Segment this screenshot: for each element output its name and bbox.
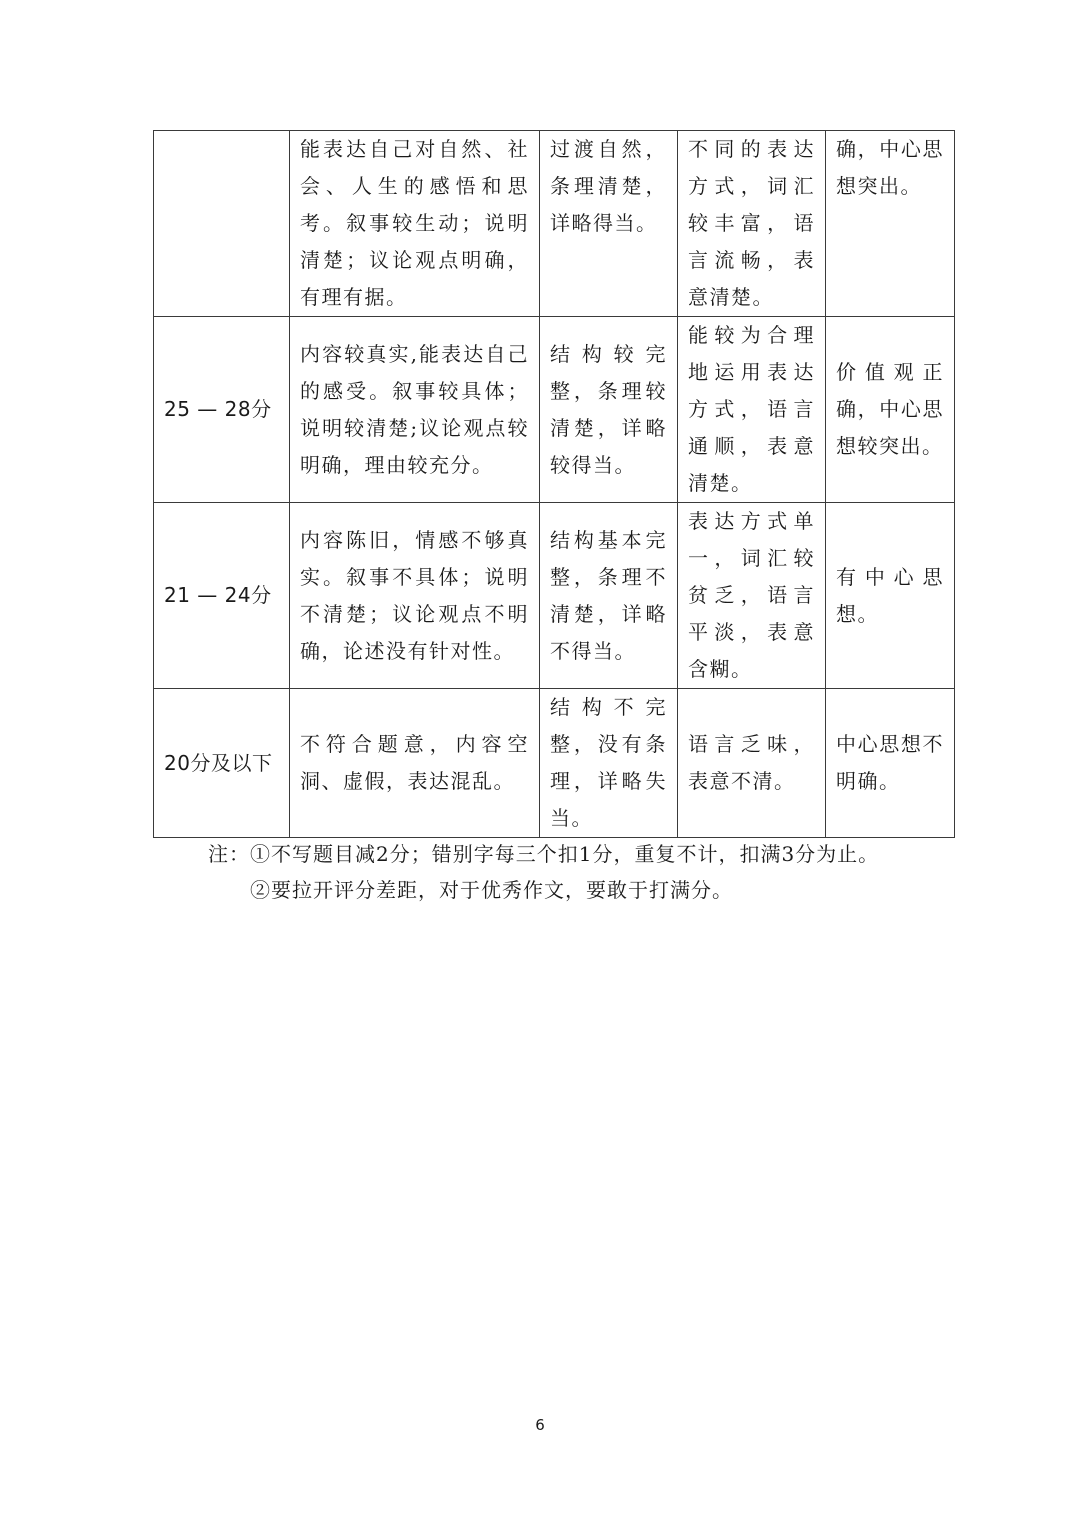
score-range-cell: 25 — 28分 <box>154 317 290 503</box>
theme-criteria-cell: 价值观正确，中心思想较突出。 <box>826 317 955 503</box>
language-criteria-cell: 能较为合理地运用表达方式，语言通顺，表意清楚。 <box>678 317 826 503</box>
structure-criteria-cell: 结构不完整，没有条理，详略失当。 <box>540 689 678 838</box>
content-criteria-cell: 内容较真实,能表达自己的感受。叙事较具体；说明较清楚;议论观点较明确，理由较充分。 <box>290 317 540 503</box>
language-criteria-cell: 不同的表达方式，词汇较丰富，语言流畅，表意清楚。 <box>678 131 826 317</box>
theme-criteria-cell: 有中心思想。 <box>826 503 955 689</box>
content-criteria-cell: 不符合题意，内容空洞、虚假，表达混乱。 <box>290 689 540 838</box>
theme-criteria-cell: 确，中心思想突出。 <box>826 131 955 317</box>
structure-criteria-cell: 结构基本完整，条理不清楚，详略不得当。 <box>540 503 678 689</box>
table-row <box>154 503 955 689</box>
score-range-cell: 21 — 24分 <box>154 503 290 689</box>
table-row <box>154 317 955 503</box>
content-criteria-cell: 内容陈旧，情感不够真实。叙事不具体；说明不清楚；议论观点不明确，论述没有针对性。 <box>290 503 540 689</box>
page-number: 6 <box>535 1416 545 1434</box>
table-row <box>154 689 955 838</box>
score-range-cell: 20分及以下 <box>154 689 290 838</box>
language-criteria-cell: 语言乏味，表意不清。 <box>678 689 826 838</box>
note-line-1: 注：①不写题目减2分；错别字每三个扣1分，重复不计，扣满3分为止。 <box>208 842 880 866</box>
score-range-cell <box>154 131 290 317</box>
grading-notes <box>208 836 879 908</box>
structure-criteria-cell: 结构较完整，条理较清楚，详略较得当。 <box>540 317 678 503</box>
theme-criteria-cell: 中心思想不明确。 <box>826 689 955 838</box>
scoring-rubric-table <box>153 130 955 838</box>
note-line-2: ②要拉开评分差距，对于优秀作文，要敢于打满分。 <box>250 878 733 902</box>
content-criteria-cell: 能表达自己对自然、社会、人生的感悟和思考。叙事较生动；说明清楚；议论观点明确，有理有据。 <box>290 131 540 317</box>
structure-criteria-cell: 过渡自然，条理清楚，详略得当。 <box>540 131 678 317</box>
language-criteria-cell: 表达方式单一，词汇较贫乏，语言平淡，表意含糊。 <box>678 503 826 689</box>
table-row <box>154 131 955 317</box>
